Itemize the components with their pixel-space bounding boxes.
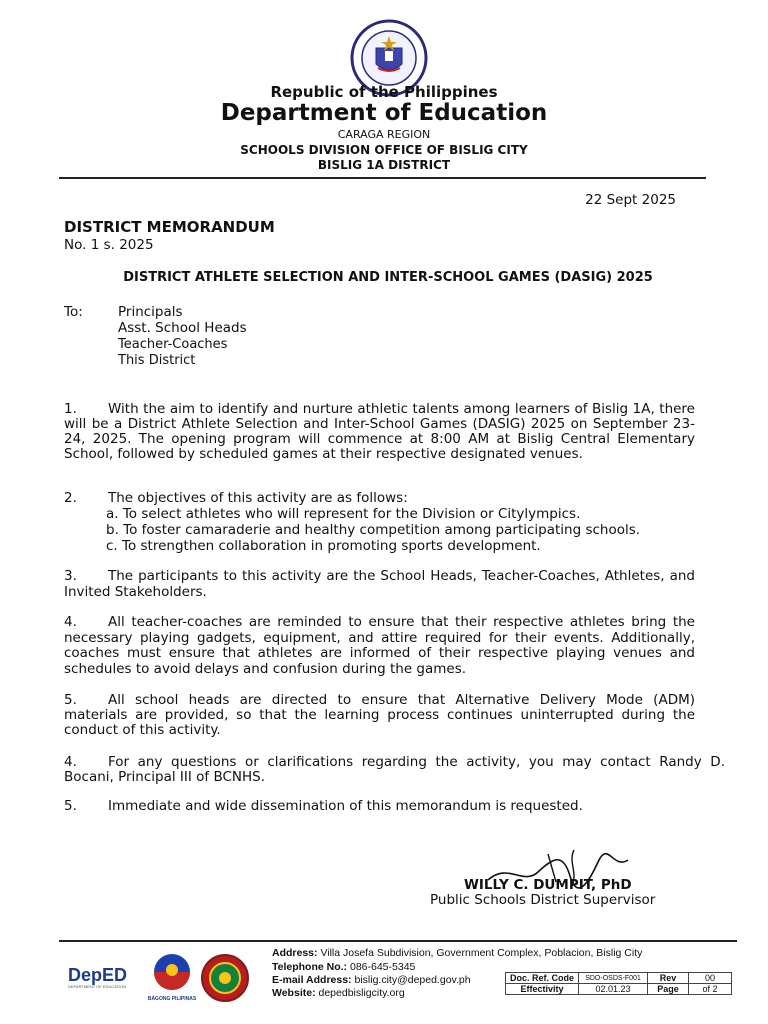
paragraph-text: The participants to this activity are the School Heads, Teacher-Coaches, Athletes, and Invited Stakeholders. <box>64 568 695 600</box>
district-line: BISLIG 1A DISTRICT <box>317 158 451 172</box>
email-label: E-mail Address: <box>272 974 352 986</box>
department-title: Department of Education <box>220 100 548 126</box>
objective-c: c. To strengthen collaboration in promoting sports development. <box>106 538 541 554</box>
page-value: of 2 <box>689 984 732 995</box>
header-divider <box>59 177 706 179</box>
paragraph-text: The objectives of this activity are as follows: <box>108 490 408 506</box>
address-value: Villa Josefa Subdivision, Government Complex, Poblacion, Bislig City <box>320 947 643 959</box>
effectivity-value: 02.01.23 <box>579 984 648 995</box>
footer-phone <box>272 960 415 974</box>
page-label: Page <box>648 984 689 995</box>
paragraph-7 <box>64 799 695 814</box>
website-label: Website: <box>272 987 316 999</box>
footer-address <box>272 946 642 960</box>
paragraph-number: 1. <box>64 401 77 417</box>
paragraph-text: All school heads are directed to ensure that Alternative Delivery Mode (ADM) materials are provided, so that the learning process continues uninterrupted during the conduct of this activity. <box>64 692 695 738</box>
signatory-title: Public Schools District Supervisor <box>430 892 656 908</box>
paragraph-3 <box>64 569 695 600</box>
footer-email <box>272 973 471 987</box>
footer-website <box>272 986 405 1000</box>
paragraph-1 <box>64 402 695 462</box>
footer-divider <box>59 940 737 942</box>
paragraph-text: All teacher-coaches are reminded to ensure that their respective athletes bring the necessary playing gadgets, equipment, and attire required for their events. Additionally, coaches must ensure that athletes are informed of their respective playing venues and schedules to avoid delays and confusion during the games. <box>64 614 695 677</box>
signatory-name: WILLY C. DUMPIT, PhD <box>464 877 632 893</box>
memo-subject: DISTRICT ATHLETE SELECTION AND INTER-SCHOOL GAMES (DASIG) 2025 <box>123 270 653 285</box>
deped-logo-text: DepED <box>68 965 128 985</box>
paragraph-6 <box>64 755 725 785</box>
phone-value: 086-645-5345 <box>349 961 416 973</box>
division-seal <box>200 953 250 1003</box>
phone-label: Telephone No.: <box>272 961 348 973</box>
doc-ref-code-label: Doc. Ref. Code <box>506 973 579 984</box>
memo-date: 22 Sept 2025 <box>585 192 676 208</box>
website-value[interactable]: depedbisligcity.org <box>318 987 405 999</box>
paragraph-number: 3. <box>64 568 77 584</box>
paragraph-number: 4. <box>64 614 77 630</box>
republic-line: Republic of the Philippines <box>270 83 498 101</box>
paragraph-number: 2. <box>64 490 77 506</box>
paragraph-number: 4. <box>64 754 77 770</box>
bagong-pilipinas-text: BAGONG PILIPINAS <box>147 996 197 1002</box>
recipient-teacher-coaches: Teacher-Coaches <box>118 337 228 352</box>
objective-a: a. To select athletes who will represent for the Division or Citylympics. <box>106 506 581 522</box>
paragraph-2 <box>64 491 695 506</box>
memo-type: DISTRICT MEMORANDUM <box>64 218 275 236</box>
recipient-this-district: This District <box>118 353 196 368</box>
doc-ref-table <box>505 972 732 995</box>
paragraph-5 <box>64 693 695 738</box>
division-line: SCHOOLS DIVISION OFFICE OF BISLIG CITY <box>240 143 528 157</box>
deped-logo <box>68 966 132 994</box>
effectivity-label: Effectivity <box>506 984 579 995</box>
email-value[interactable]: bislig.city@deped.gov.ph <box>354 974 471 986</box>
deped-logo-subtext: DEPARTMENT OF EDUCATION <box>68 984 127 989</box>
bagong-pilipinas-logo <box>147 952 197 1000</box>
paragraph-number: 5. <box>64 692 77 708</box>
paragraph-number: 5. <box>64 798 77 814</box>
doc-ref-code-value: SDO-OSDS-F001 <box>579 973 648 984</box>
paragraph-text: With the aim to identify and nurture athletic talents among learners of Bislig 1A, there will be a District Athlete Selection and Inter-School Games (DASIG) 2025 on September 23-24, 2025. The opening program will commence at 8:00 AM at Bislig Central Elementary School, followed by scheduled games at their respective designated venues. <box>64 401 695 462</box>
paragraph-4 <box>64 615 695 677</box>
table-row <box>506 984 732 995</box>
paragraph-text: For any questions or clarifications regarding the activity, you may contact Randy D. Bocani, Principal III of BCNHS. <box>64 754 725 785</box>
rev-label: Rev <box>648 973 689 984</box>
recipient-principals: Principals <box>118 304 183 320</box>
paragraph-text: Immediate and wide dissemination of this memorandum is requested. <box>108 798 583 814</box>
table-row <box>506 973 732 984</box>
rev-value: 00 <box>689 973 732 984</box>
region-line: CARAGA REGION <box>337 128 431 141</box>
objective-b: b. To foster camaraderie and healthy competition among participating schools. <box>106 522 641 538</box>
address-label: Address: <box>272 947 318 959</box>
recipient-asst-school-heads: Asst. School Heads <box>118 320 247 336</box>
recipients-label: To: <box>64 304 83 320</box>
memo-number: No. 1 s. 2025 <box>64 237 154 253</box>
